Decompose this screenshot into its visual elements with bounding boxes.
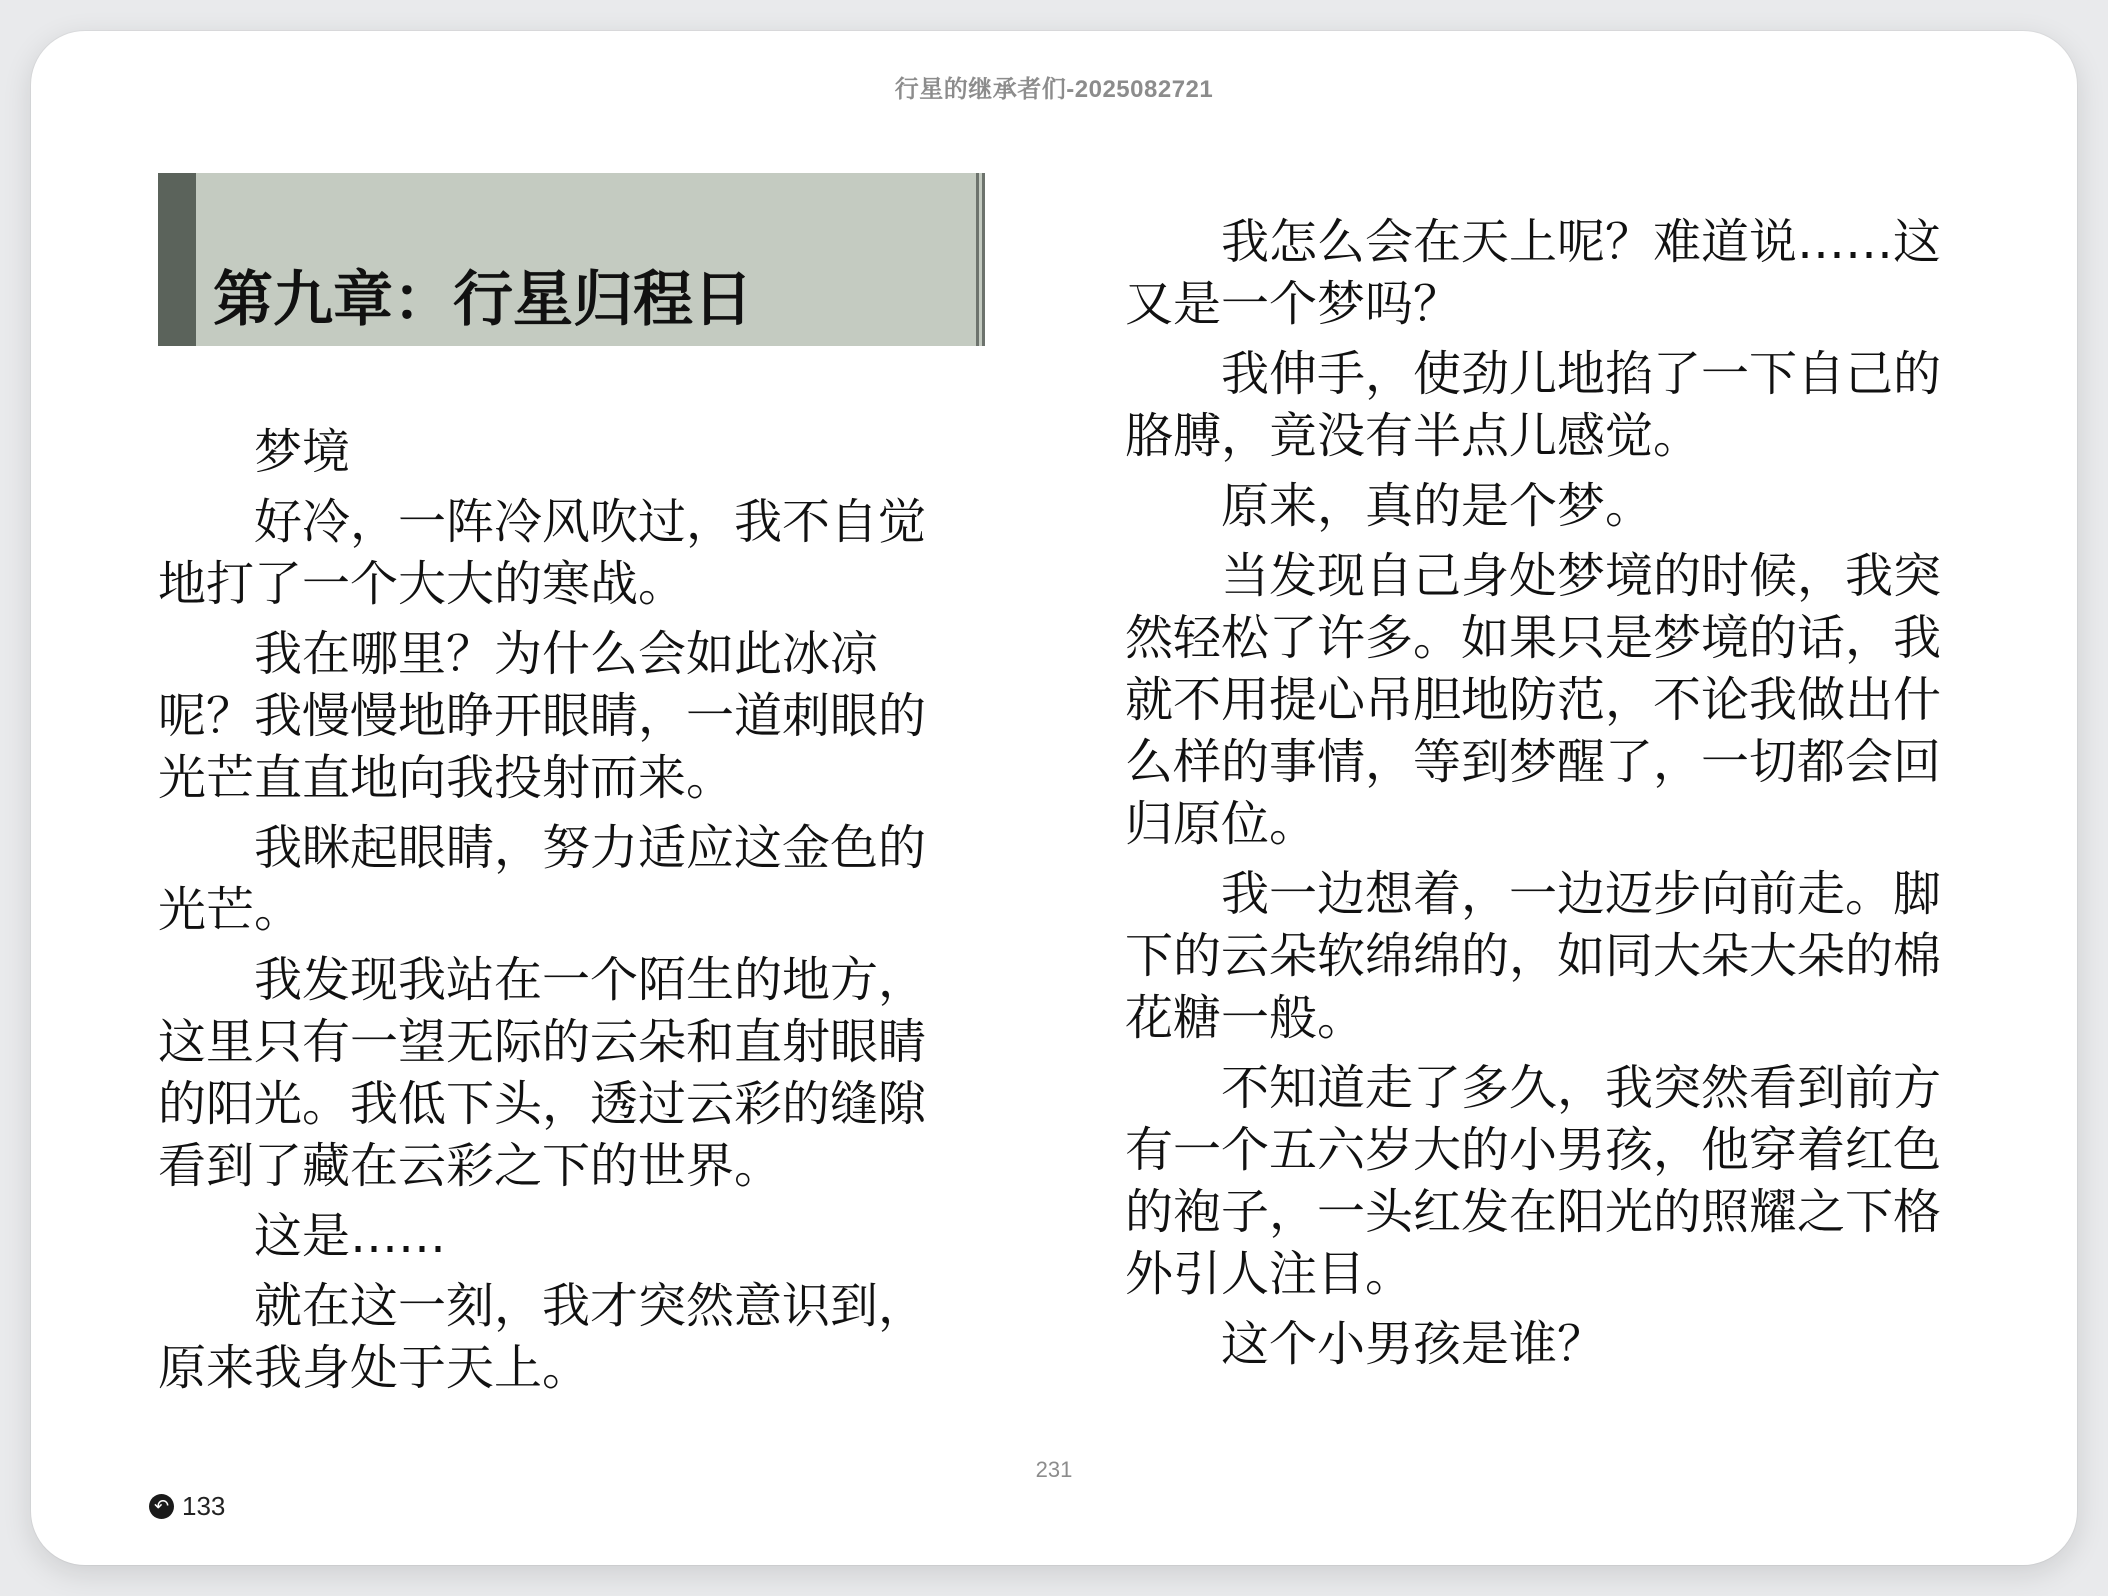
paragraph: 这个小男孩是谁？ [1221,1316,1606,1372]
paragraph: 当发现自己身处梦境的时候，我突然轻松了许多。如果只是梦境的话，我就不用提心吊胆地防范，不论我做出什么样的事情，等到梦醒了，一切都会回归原位。 [1125,548,1942,852]
paragraph: 我一边想着，一边迈步向前走。脚下的云朵软绵绵的，如同大朵大朵的棉花糖一般。 [1125,866,1942,1046]
chapter-heading-bar [158,173,196,346]
paragraph: 我眯起眼睛，努力适应这金色的光芒。 [158,820,927,938]
book-title: 行星的继承者们-2025082721 [894,76,1214,103]
back-button[interactable] [149,1491,225,1522]
back-arrow-icon: ↶ [149,1494,174,1519]
chapter-title: 第九章：行星归程日 [213,265,753,335]
paragraph: 我怎么会在天上呢？难道说……这又是一个梦吗？ [1125,214,1942,332]
chapter-heading [158,173,985,346]
paragraph: 原来，真的是个梦。 [1221,478,1654,534]
page-number: 231 [1035,1457,1073,1482]
paragraph: 我在哪里？为什么会如此冰凉呢？我慢慢地睁开眼睛，一道刺眼的光芒直直地向我投射而来。 [158,626,927,806]
paragraph: 就在这一刻，我才突然意识到，原来我身处于天上。 [158,1278,927,1396]
paragraph: 我伸手，使劲儿地掐了一下自己的胳膊，竟没有半点儿感觉。 [1125,346,1942,464]
paragraph: 我发现我站在一个陌生的地方，这里只有一望无际的云朵和直射眼睛的阳光。我低下头，透过云彩的缝隙看到了藏在云彩之下的世界。 [158,952,927,1194]
paragraph: 梦境 [254,424,351,480]
paragraph: 不知道走了多久，我突然看到前方有一个五六岁大的小男孩，他穿着红色的袍子，一头红发在阳光的照耀之下格外引人注目。 [1125,1060,1942,1302]
back-page-count: 133 [182,1491,226,1521]
left-page-text [158,421,968,1407]
chapter-heading-edge [976,173,985,346]
paragraph: 好冷，一阵冷风吹过，我不自觉地打了一个大大的寒战。 [158,494,927,612]
paragraph: 这是…… [254,1208,447,1264]
reader-window [31,31,2077,1565]
right-page-text [1125,211,1965,1383]
